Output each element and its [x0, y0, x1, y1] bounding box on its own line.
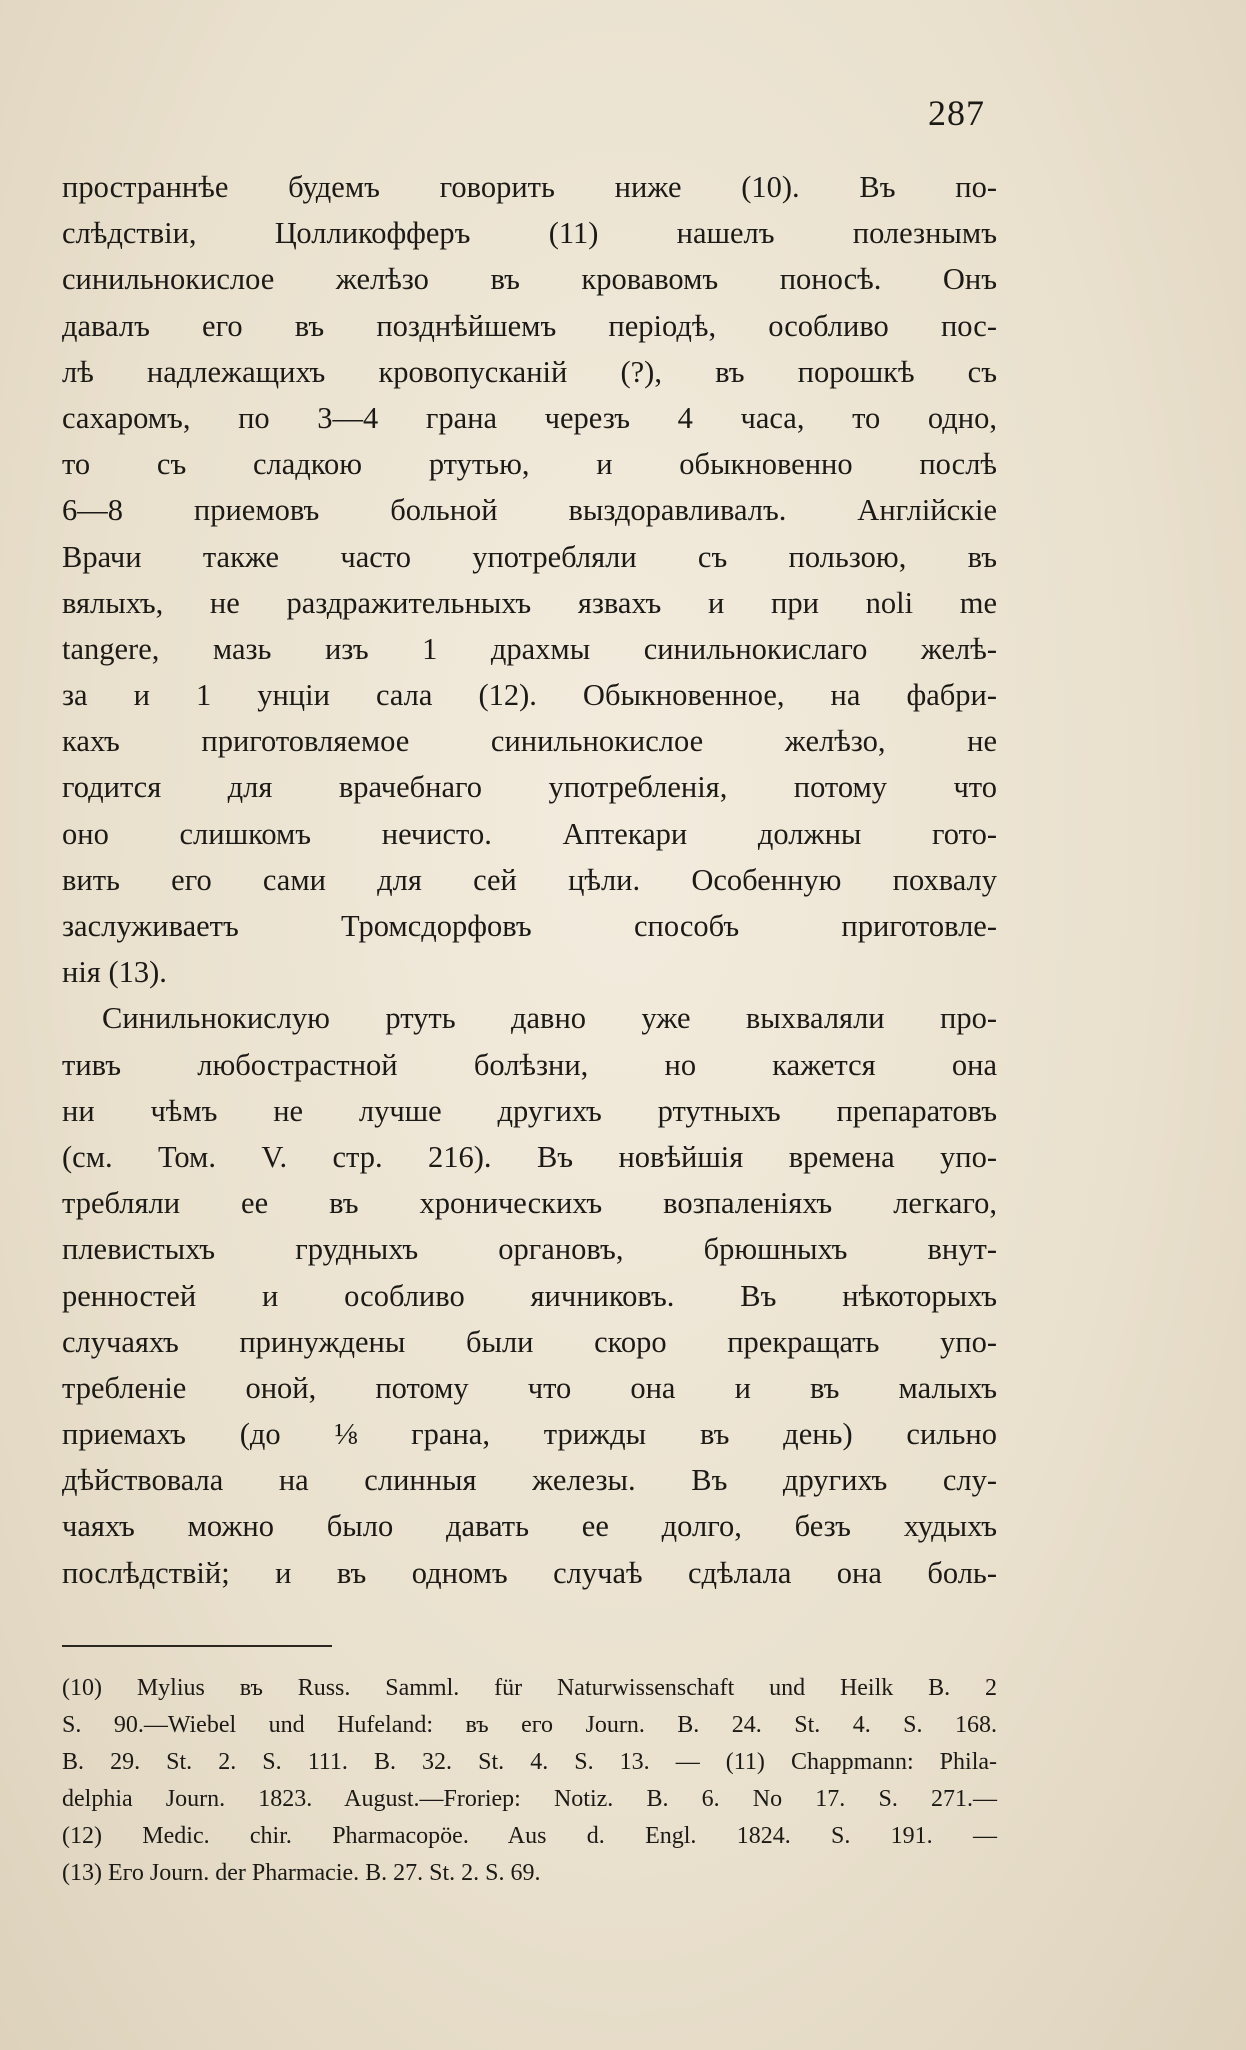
- main-text: [62, 164, 997, 1596]
- page-number: 287: [928, 93, 985, 133]
- text-line: ни чѣмъ не лучше другихъ ртутныхъ препаратовъ: [62, 1093, 997, 1128]
- text-line: требленіе оной, потому что она и въ малыхъ: [62, 1370, 997, 1405]
- text-line: ренностей и особливо яичниковъ. Въ нѣкоторыхъ: [62, 1278, 997, 1313]
- footnote-line: S. 90.—Wiebel und Hufeland: въ его Journ. B. 24. St. 4. S. 168.: [62, 1712, 997, 1738]
- text-line: вить его сами для сей цѣли. Особенную похвалу: [62, 862, 997, 897]
- text-line: лѣ надлежащихъ кровопусканій (?), въ порошкѣ съ: [62, 354, 997, 389]
- text-line: синильнокислое желѣзо въ кровавомъ поносѣ. Онъ: [62, 262, 997, 297]
- footnote-line: (13) Его Journ. der Pharmacie. B. 27. St. 2. S. 69.: [62, 1860, 541, 1886]
- text-line: нія (13).: [62, 955, 167, 990]
- text-line: приемахъ (до ⅛ грана, трижды въ день) сильно: [62, 1417, 997, 1452]
- text-line: то съ сладкою ртутью, и обыкновенно послѣ: [62, 447, 997, 482]
- text-line: (см. Том. V. стр. 216). Въ новѣйшія времена упо-: [62, 1139, 997, 1174]
- text-line: чаяхъ можно было давать ее долго, безъ худыхъ: [62, 1509, 997, 1544]
- text-line: сахаромъ, по 3—4 грана черезъ 4 часа, то одно,: [62, 400, 997, 435]
- footnote-line: (10) Mylius въ Russ. Samml. für Naturwissenschaft und Heilk B. 2: [62, 1675, 997, 1701]
- footnote-divider: [62, 1645, 332, 1647]
- footnote-line: (12) Medic. chir. Pharmacopöe. Aus d. Engl. 1824. S. 191. —: [62, 1823, 997, 1849]
- text-line: требляли ее въ хроническихъ возпаленіяхъ легкаго,: [62, 1186, 997, 1221]
- footnote-line: B. 29. St. 2. S. 111. B. 32. St. 4. S. 13. — (11) Chappmann: Phila-: [62, 1749, 997, 1775]
- text-line: давалъ его въ позднѣйшемъ періодѣ, особливо пос-: [62, 308, 997, 343]
- text-line: вялыхъ, не раздражительныхъ язвахъ и при noli me: [62, 585, 997, 620]
- text-line: Синильнокислую ртуть давно уже выхваляли про-: [102, 1001, 997, 1036]
- text-line: тивъ любострастной болѣзни, но кажется она: [62, 1047, 997, 1082]
- text-line: пространнѣе будемъ говорить ниже (10). Въ по-: [62, 170, 997, 204]
- text-line: слѣдствіи, Цолликофферъ (11) нашелъ полезнымъ: [62, 216, 997, 251]
- text-line: кахъ приготовляемое синильнокислое желѣзо, не: [62, 724, 997, 759]
- text-line: дѣйствовала на слинныя железы. Въ другихъ слу-: [62, 1463, 997, 1498]
- text-line: за и 1 унціи сала (12). Обыкновенное, на фабри-: [62, 678, 997, 713]
- text-line: послѣдствій; и въ одномъ случаѣ сдѣлала она боль-: [62, 1555, 997, 1590]
- text-line: 6—8 приемовъ больной выздоравливалъ. Англійскіе: [62, 493, 997, 528]
- text-line: tangere, мазь изъ 1 драхмы синильнокислаго желѣ-: [62, 631, 997, 666]
- text-line: Врачи также часто употребляли съ пользою, въ: [62, 539, 997, 574]
- text-line: случаяхъ принуждены были скоро прекращать упо-: [62, 1324, 997, 1359]
- text-line: оно слишкомъ нечисто. Аптекари должны гото-: [62, 816, 997, 851]
- text-line: заслуживаетъ Тромсдорфовъ способъ приготовле-: [62, 909, 997, 943]
- text-line: плевистыхъ грудныхъ органовъ, брюшныхъ внут-: [62, 1232, 997, 1267]
- text-line: годится для врачебнаго употребленія, потому что: [62, 770, 997, 805]
- footnote-line: delphia Journ. 1823. August.—Froriep: Notiz. B. 6. No 17. S. 271.—: [62, 1786, 997, 1812]
- footnotes: [62, 1670, 997, 1892]
